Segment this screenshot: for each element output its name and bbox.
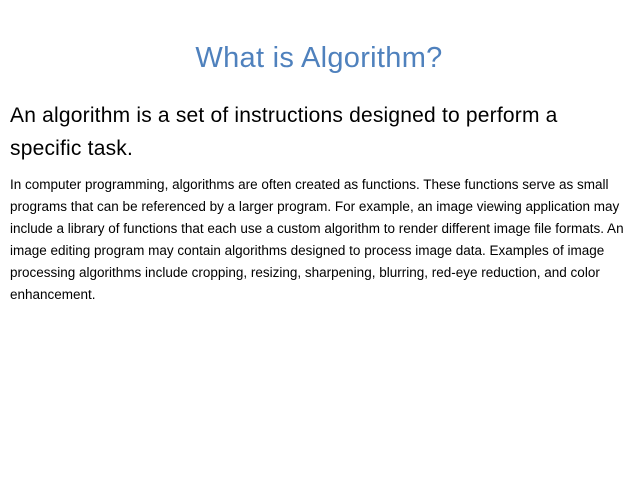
lead-paragraph: An algorithm is a set of instructions designed to perform a specific task. bbox=[10, 104, 558, 160]
body-paragraph: In computer programming, algorithms are often created as functions. These functions serve as small programs that can be referenced by a larger program. For example, an image viewing application may include a library of functions that each use a custom algorithm to render different image file formats. An image editing program may contain algorithms designed to process image data. Examples of image processing algorithms include cropping, resizing, sharpening, blurring, red-eye reduction, and color enhancement. bbox=[10, 177, 624, 302]
slide-title: What is Algorithm? bbox=[195, 42, 443, 74]
